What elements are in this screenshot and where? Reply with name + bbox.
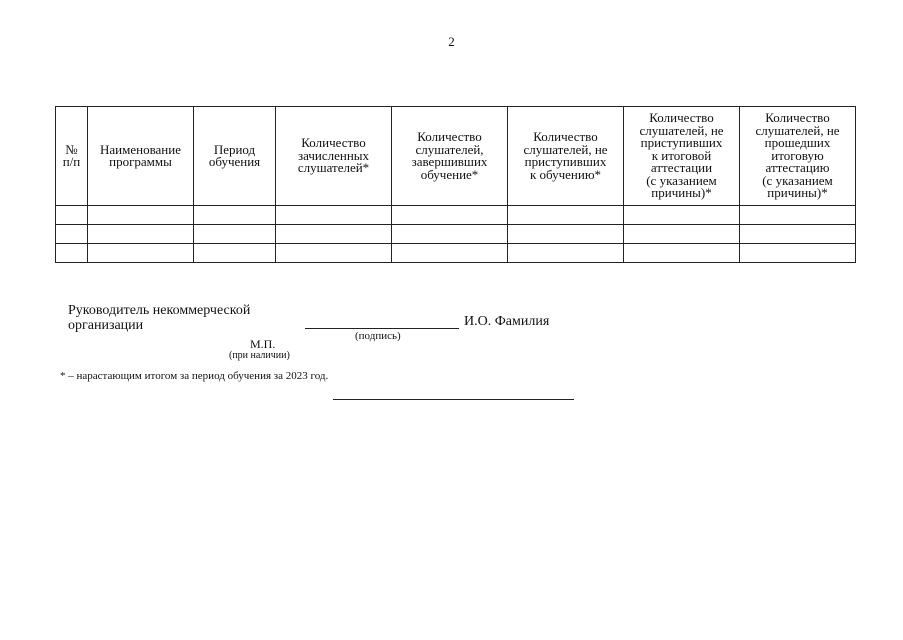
header-completed: Количество слушателей, завершивших обучение* bbox=[392, 107, 508, 206]
table-cell bbox=[276, 244, 392, 263]
table-cell bbox=[88, 206, 194, 225]
table-cell bbox=[624, 225, 740, 244]
signature-caption: (подпись) bbox=[355, 330, 401, 342]
signatory-name: И.О. Фамилия bbox=[464, 314, 550, 329]
table-cell bbox=[740, 244, 856, 263]
head-position-title: Руководитель некоммерческой организации bbox=[68, 303, 251, 333]
table-cell bbox=[740, 225, 856, 244]
header-number: № п/п bbox=[56, 107, 88, 206]
document-end-line bbox=[333, 399, 574, 400]
table-header-row bbox=[56, 107, 856, 206]
table-cell bbox=[740, 206, 856, 225]
table-cell bbox=[194, 244, 276, 263]
table-cell bbox=[392, 225, 508, 244]
table-cell bbox=[392, 244, 508, 263]
table-cell bbox=[508, 206, 624, 225]
header-not-started: Количество слушателей, не приступивших к обучению* bbox=[508, 107, 624, 206]
table-cell bbox=[508, 225, 624, 244]
table-cell bbox=[88, 244, 194, 263]
report-table bbox=[55, 106, 856, 263]
table-row bbox=[56, 244, 856, 263]
header-enrolled: Количество зачисленных слушателей* bbox=[276, 107, 392, 206]
header-study-period: Период обучения bbox=[194, 107, 276, 206]
header-not-admitted-attestation: Количество слушателей, не приступивших к итоговой аттестации (с указанием причины)* bbox=[624, 107, 740, 206]
table-cell bbox=[194, 206, 276, 225]
footnote: * – нарастающим итогом за период обучения за 2023 год. bbox=[60, 370, 329, 382]
table-row bbox=[56, 225, 856, 244]
header-failed-attestation: Количество слушателей, не прошедших итоговую аттестацию (с указанием причины)* bbox=[740, 107, 856, 206]
table-cell bbox=[56, 206, 88, 225]
table-cell bbox=[276, 206, 392, 225]
header-program-name: Наименование программы bbox=[88, 107, 194, 206]
table-cell bbox=[56, 244, 88, 263]
table-cell bbox=[624, 244, 740, 263]
table-cell bbox=[88, 225, 194, 244]
table-cell bbox=[392, 206, 508, 225]
table-cell bbox=[624, 206, 740, 225]
table-row bbox=[56, 206, 856, 225]
table-cell bbox=[56, 225, 88, 244]
stamp-note: (при наличии) bbox=[229, 350, 290, 361]
signature-line bbox=[305, 328, 459, 329]
table-cell bbox=[508, 244, 624, 263]
table-cell bbox=[194, 225, 276, 244]
table-cell bbox=[276, 225, 392, 244]
page-number: 2 bbox=[448, 34, 455, 49]
stamp-label: М.П. bbox=[250, 337, 276, 351]
